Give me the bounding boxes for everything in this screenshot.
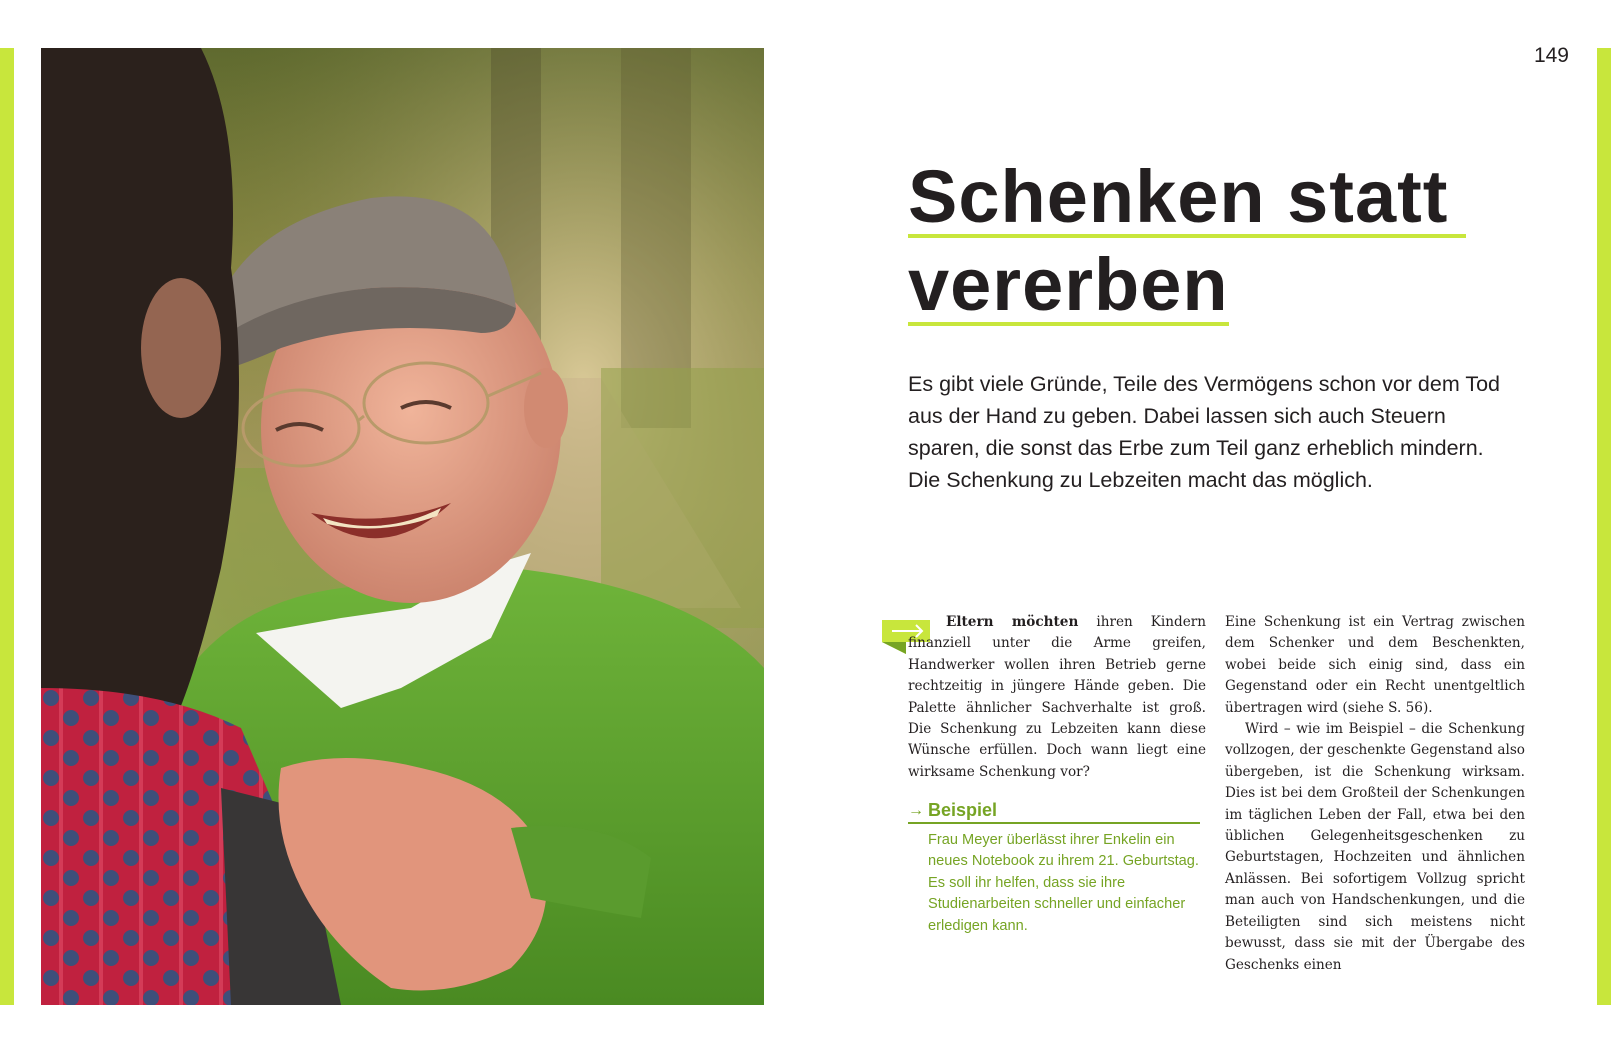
- headline-line-1: Schenken statt: [908, 160, 1466, 238]
- lead-bold-text: Eltern möchten: [946, 614, 1079, 630]
- example-box: [908, 800, 1200, 937]
- left-edge-bar: [0, 48, 14, 1005]
- page-number: 149: [1533, 44, 1569, 67]
- example-text: Frau Meyer überlässt ihrer Enkelin ein neues Notebook zu ihrem 21. Geburtstag. Es soll ihr helfen, dass sie ihre Studienarbeiten schneller und einfacher erledigen kann.: [928, 832, 1199, 934]
- left-column-paragraph: [908, 612, 1206, 783]
- example-title: Beispiel: [928, 800, 998, 820]
- headline-line-2: vererben: [908, 243, 1229, 326]
- photo-illustration: [41, 48, 764, 1005]
- right-column-paragraph-2: Wird – wie im Beispiel – die Schenkung vollzogen, der geschenkte Gegenstand also übergeben, ist die Schenkung wirksam. Dies ist bei dem Großteil der Schenkungen im täglichen Leben der Fall, etwa bei den üblichen Gelegenheitsgeschenken zu Geburtstagen, Hochzeiten und ähnlichen Anlässen. Bei sofortigem Vollzug spricht man auch von Handschenkungen, und die Beteiligten sind sich meistens nicht bewusst, dass sie mit der Übergabe des Geschenks einen: [1225, 721, 1525, 973]
- left-text-column: [908, 612, 1206, 783]
- right-edge-bar: [1597, 48, 1611, 1005]
- example-header: [908, 800, 1200, 824]
- right-text-column: [1225, 612, 1525, 976]
- right-column-paragraph-1: Eine Schenkung ist ein Vertrag zwischen dem Schenker und dem Beschenkten, wobei beide sich einig sind, dass ein Gegenstand oder ein Recht unentgeltlich übertragen wird (siehe S. 56).: [1225, 614, 1525, 716]
- photo-elderly-man: [41, 48, 764, 1005]
- intro-paragraph: Es gibt viele Gründe, Teile des Vermögens schon vor dem Tod aus der Hand zu geben. Dabei lassen sich auch Steuern sparen, die sonst das Erbe zum Teil ganz erheblich mindern. Die Schenkung zu Lebzeiten macht das möglich.: [908, 372, 1500, 492]
- left-column-body: ihren Kindern finanziell unter die Arme greifen, Handwerker wollen ihren Betrieb gerne rechtzeitig in jüngere Hände geben. Die Palette ähnlicher Sachverhalte ist groß. Die Schenkung zu Lebzeiten kann diese Wünsche erfüllen. Doch wann liegt eine wirksame Schenkung vor?: [908, 614, 1206, 780]
- arrow-right-icon: →: [908, 801, 924, 819]
